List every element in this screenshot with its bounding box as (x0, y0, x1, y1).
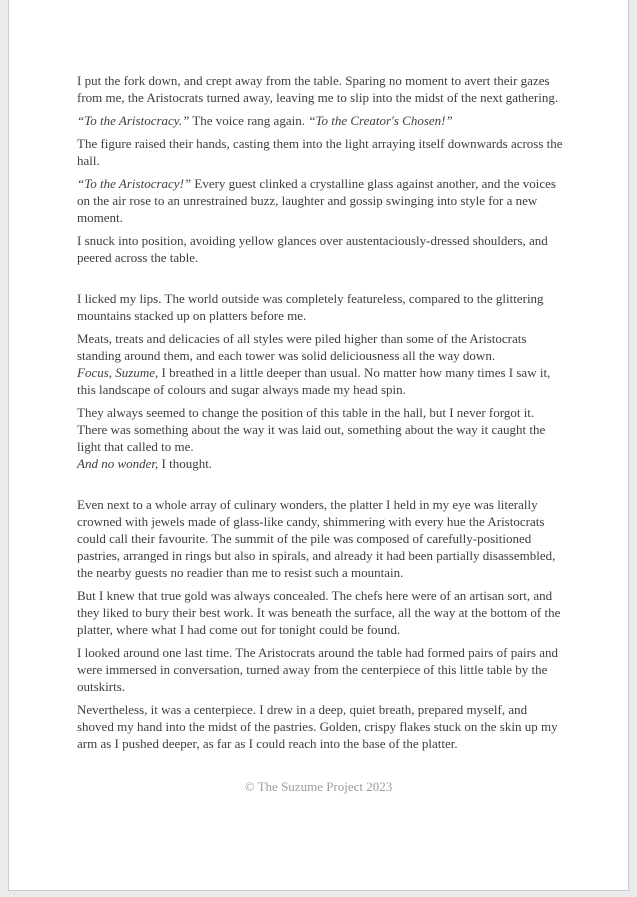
text-segment: I put the fork down, and crept away from the table. Sparing no moment to avert their gazes from me, the Aristocrats turned away, leaving me to slip into the midst of the next gathering. (77, 73, 559, 105)
paragraph (77, 364, 564, 398)
paragraph (77, 72, 564, 106)
text-segment: I thought. (158, 456, 213, 471)
paragraph (77, 587, 564, 638)
text-segment: I breathed in a little deeper than usual. No matter how many times I saw it, this landscape of colours and sugar always made my head spin. (77, 365, 551, 397)
paragraph (77, 330, 564, 364)
text-segment: Nevertheless, it was a centerpiece. I drew in a deep, quiet breath, prepared myself, and shoved my hand into the midst of the pastries. Golden, crispy flakes stuck on the skin up my arm as I pushed deeper, as far as I could reach into the base of the platter. (77, 702, 558, 751)
text-segment: The figure raised their hands, casting them into the light arraying itself downwards across the hall. (77, 136, 563, 168)
text-segment: They always seemed to change the position of this table in the hall, but I never forgot it. There was something about the way it was laid out, something about the way it caught the light that called to me. (77, 405, 546, 454)
italic-text-segment: “To the Creator's Chosen!” (308, 113, 453, 128)
text-segment: I snuck into position, avoiding yellow glances over austentaciously-dressed shoulders, and peered across the table. (77, 233, 548, 265)
italic-text-segment: “To the Aristocracy!” (77, 176, 192, 191)
paragraph (77, 701, 564, 752)
paragraph (77, 135, 564, 169)
text-segment: I licked my lips. The world outside was completely featureless, compared to the glittering mountains stacked up on platters before me. (77, 291, 544, 323)
italic-text-segment: “To the Aristocracy.” (77, 113, 190, 128)
paragraph (77, 232, 564, 266)
text-segment: Every guest clinked a crystalline glass against another, and the voices on the air rose to an unrestrained buzz, laughter and gossip swinging into style for a new moment. (77, 176, 556, 225)
italic-text-segment: And no wonder, (77, 456, 159, 471)
text-segment: Meats, treats and delicacies of all styles were piled higher than some of the Aristocrats standing around them, and each tower was solid deliciousness all the way down. (77, 331, 527, 363)
paragraph (77, 175, 564, 226)
paragraph (77, 112, 564, 129)
document-page (8, 0, 629, 891)
text-segment: The voice rang again. (189, 113, 309, 128)
text-segment: I looked around one last time. The Aristocrats around the table had formed pairs of pairs and were immersed in conversation, turned away from the centerpiece of this little table by the outskirts. (77, 645, 558, 694)
paragraph (77, 455, 564, 472)
italic-text-segment: Focus, Suzume, (77, 365, 159, 380)
story-text (9, 0, 628, 752)
paragraph (77, 404, 564, 455)
copyright-footer: © The Suzume Project 2023 (244, 779, 393, 794)
paragraph (77, 496, 564, 581)
paragraph (77, 644, 564, 695)
paragraph (77, 290, 564, 324)
text-segment: But I knew that true gold was always concealed. The chefs here were of an artisan sort, and they liked to bury their best work. It was beneath the surface, all the way at the bottom of the platter, where what I had come out for tonight could be found. (77, 588, 561, 637)
text-segment: Even next to a whole array of culinary wonders, the platter I held in my eye was literally crowned with jewels made of glass-like candy, shimmering with every hue the Aristocrats could call their favourite. The summit of the pile was composed of carefully-positioned pastries, arranged in rings but also in spirals, and already it had been partially disassembled, the nearby guests no readier than me to resist such a mountain. (77, 497, 556, 580)
